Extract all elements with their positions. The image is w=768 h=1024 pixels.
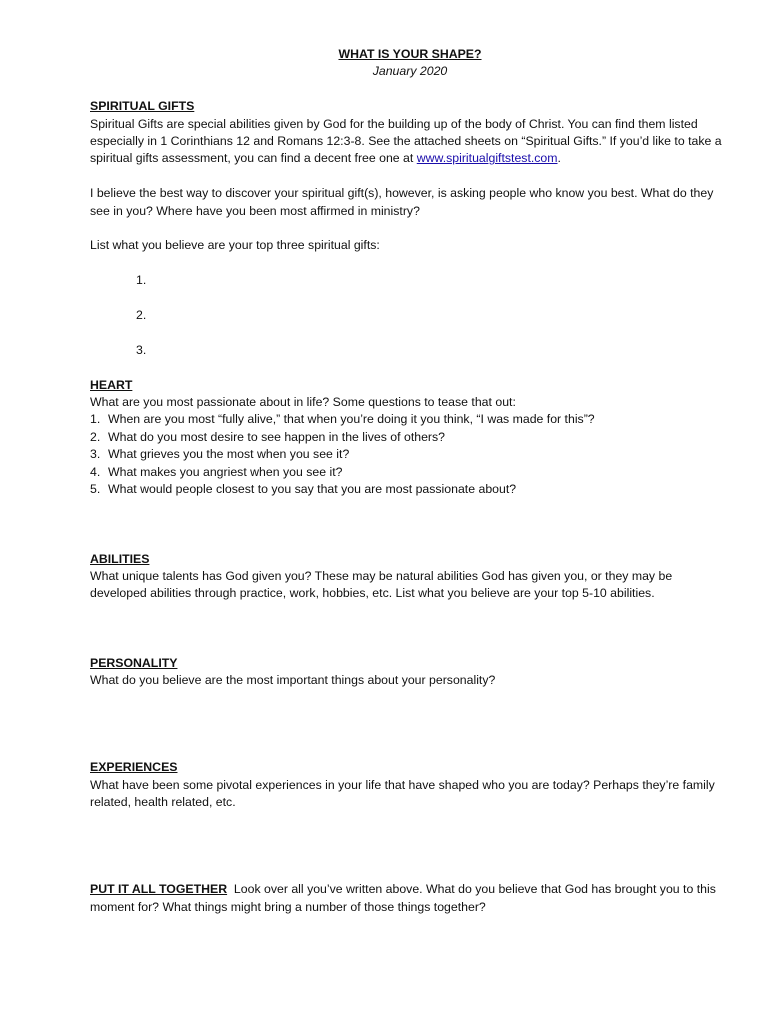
question-text: What would people closest to you say that you are most passionate about? — [108, 482, 517, 497]
abilities-section — [90, 551, 730, 655]
question-number: 1. — [90, 412, 101, 427]
heart-question-item — [90, 429, 730, 446]
spiritual-gifts-heading: SPIRITUAL GIFTS — [90, 99, 195, 114]
question-text: What grieves you the most when you see it? — [108, 447, 350, 462]
heart-question-item — [90, 481, 730, 498]
personality-section — [90, 655, 730, 759]
heart-section — [90, 377, 730, 551]
page-title: WHAT IS YOUR SHAPE? — [338, 47, 482, 61]
top-gifts-list — [90, 272, 730, 376]
spiritual-gifts-paragraph — [90, 116, 730, 168]
put-it-together-section — [90, 881, 730, 916]
discover-gifts-paragraph: I believe the best way to discover your spiritual gift(s), however, is asking people who know you best. What do they see in you? Where have you been most affirmed in ministry? — [90, 186, 714, 218]
heart-question-item — [90, 464, 730, 481]
question-number: 4. — [90, 464, 101, 479]
gift-list-item: 3. — [136, 342, 147, 357]
question-text: When are you most “fully alive,” that when you’re doing it you think, “I was made for this”? — [108, 412, 595, 427]
heart-intro: What are you most passionate about in life? Some questions to tease that out: — [90, 395, 516, 410]
question-text: What do you most desire to see happen in the lives of others? — [108, 429, 445, 444]
put-it-together-heading: PUT IT ALL TOGETHER — [90, 882, 228, 897]
gift-list-item: 1. — [136, 273, 147, 288]
put-it-together-text: Look over all you’ve written above. What do you believe that God has brought you to this moment for? What things might bring a number of those things together? — [90, 882, 720, 914]
question-text: What makes you angriest when you see it? — [108, 464, 343, 479]
question-number: 3. — [90, 447, 101, 462]
spiritual-gifts-section — [90, 98, 730, 376]
spiritual-gifts-test-link[interactable]: www.spiritualgiftstest.com — [416, 151, 558, 166]
personality-heading: PERSONALITY — [90, 656, 178, 671]
heart-questions-list — [90, 411, 730, 498]
abilities-text: What unique talents has God given you? These may be natural abilities God has given you, or they may be developed abilities through practice, work, hobbies, etc. List what you believe are your top 5-10 abilities. — [90, 569, 673, 601]
experiences-text: What have been some pivotal experiences in your life that have shaped who you are today? Perhaps they’re family related, health related, etc. — [90, 777, 715, 810]
abilities-heading: ABILITIES — [90, 551, 150, 566]
page-date: January 2020 — [372, 64, 448, 79]
heart-question-item — [90, 411, 730, 428]
gift-list-item: 2. — [136, 308, 147, 323]
personality-text: What do you believe are the most important things about your personality? — [90, 673, 496, 688]
spiritual-gifts-text: Spiritual Gifts are special abilities given by God for the building up of the body of Christ. You can find them listed especially in 1 Corinthians 12 and Romans 12:3-8. See the attached sheets on “Spiritual Gifts.” If you’d like to take a spiritual gifts assessment, you can find a decent free one at — [90, 116, 722, 166]
put-it-together-paragraph — [90, 881, 730, 916]
document-page — [90, 46, 730, 916]
question-number: 2. — [90, 429, 101, 444]
experiences-heading: EXPERIENCES — [90, 760, 178, 775]
heart-question-item — [90, 446, 730, 463]
spiritual-gifts-period: . — [557, 151, 561, 166]
experiences-section — [90, 759, 730, 881]
question-number: 5. — [90, 482, 101, 497]
heart-heading: HEART — [90, 377, 133, 392]
top-gifts-prompt: List what you believe are your top three spiritual gifts: — [90, 238, 380, 253]
